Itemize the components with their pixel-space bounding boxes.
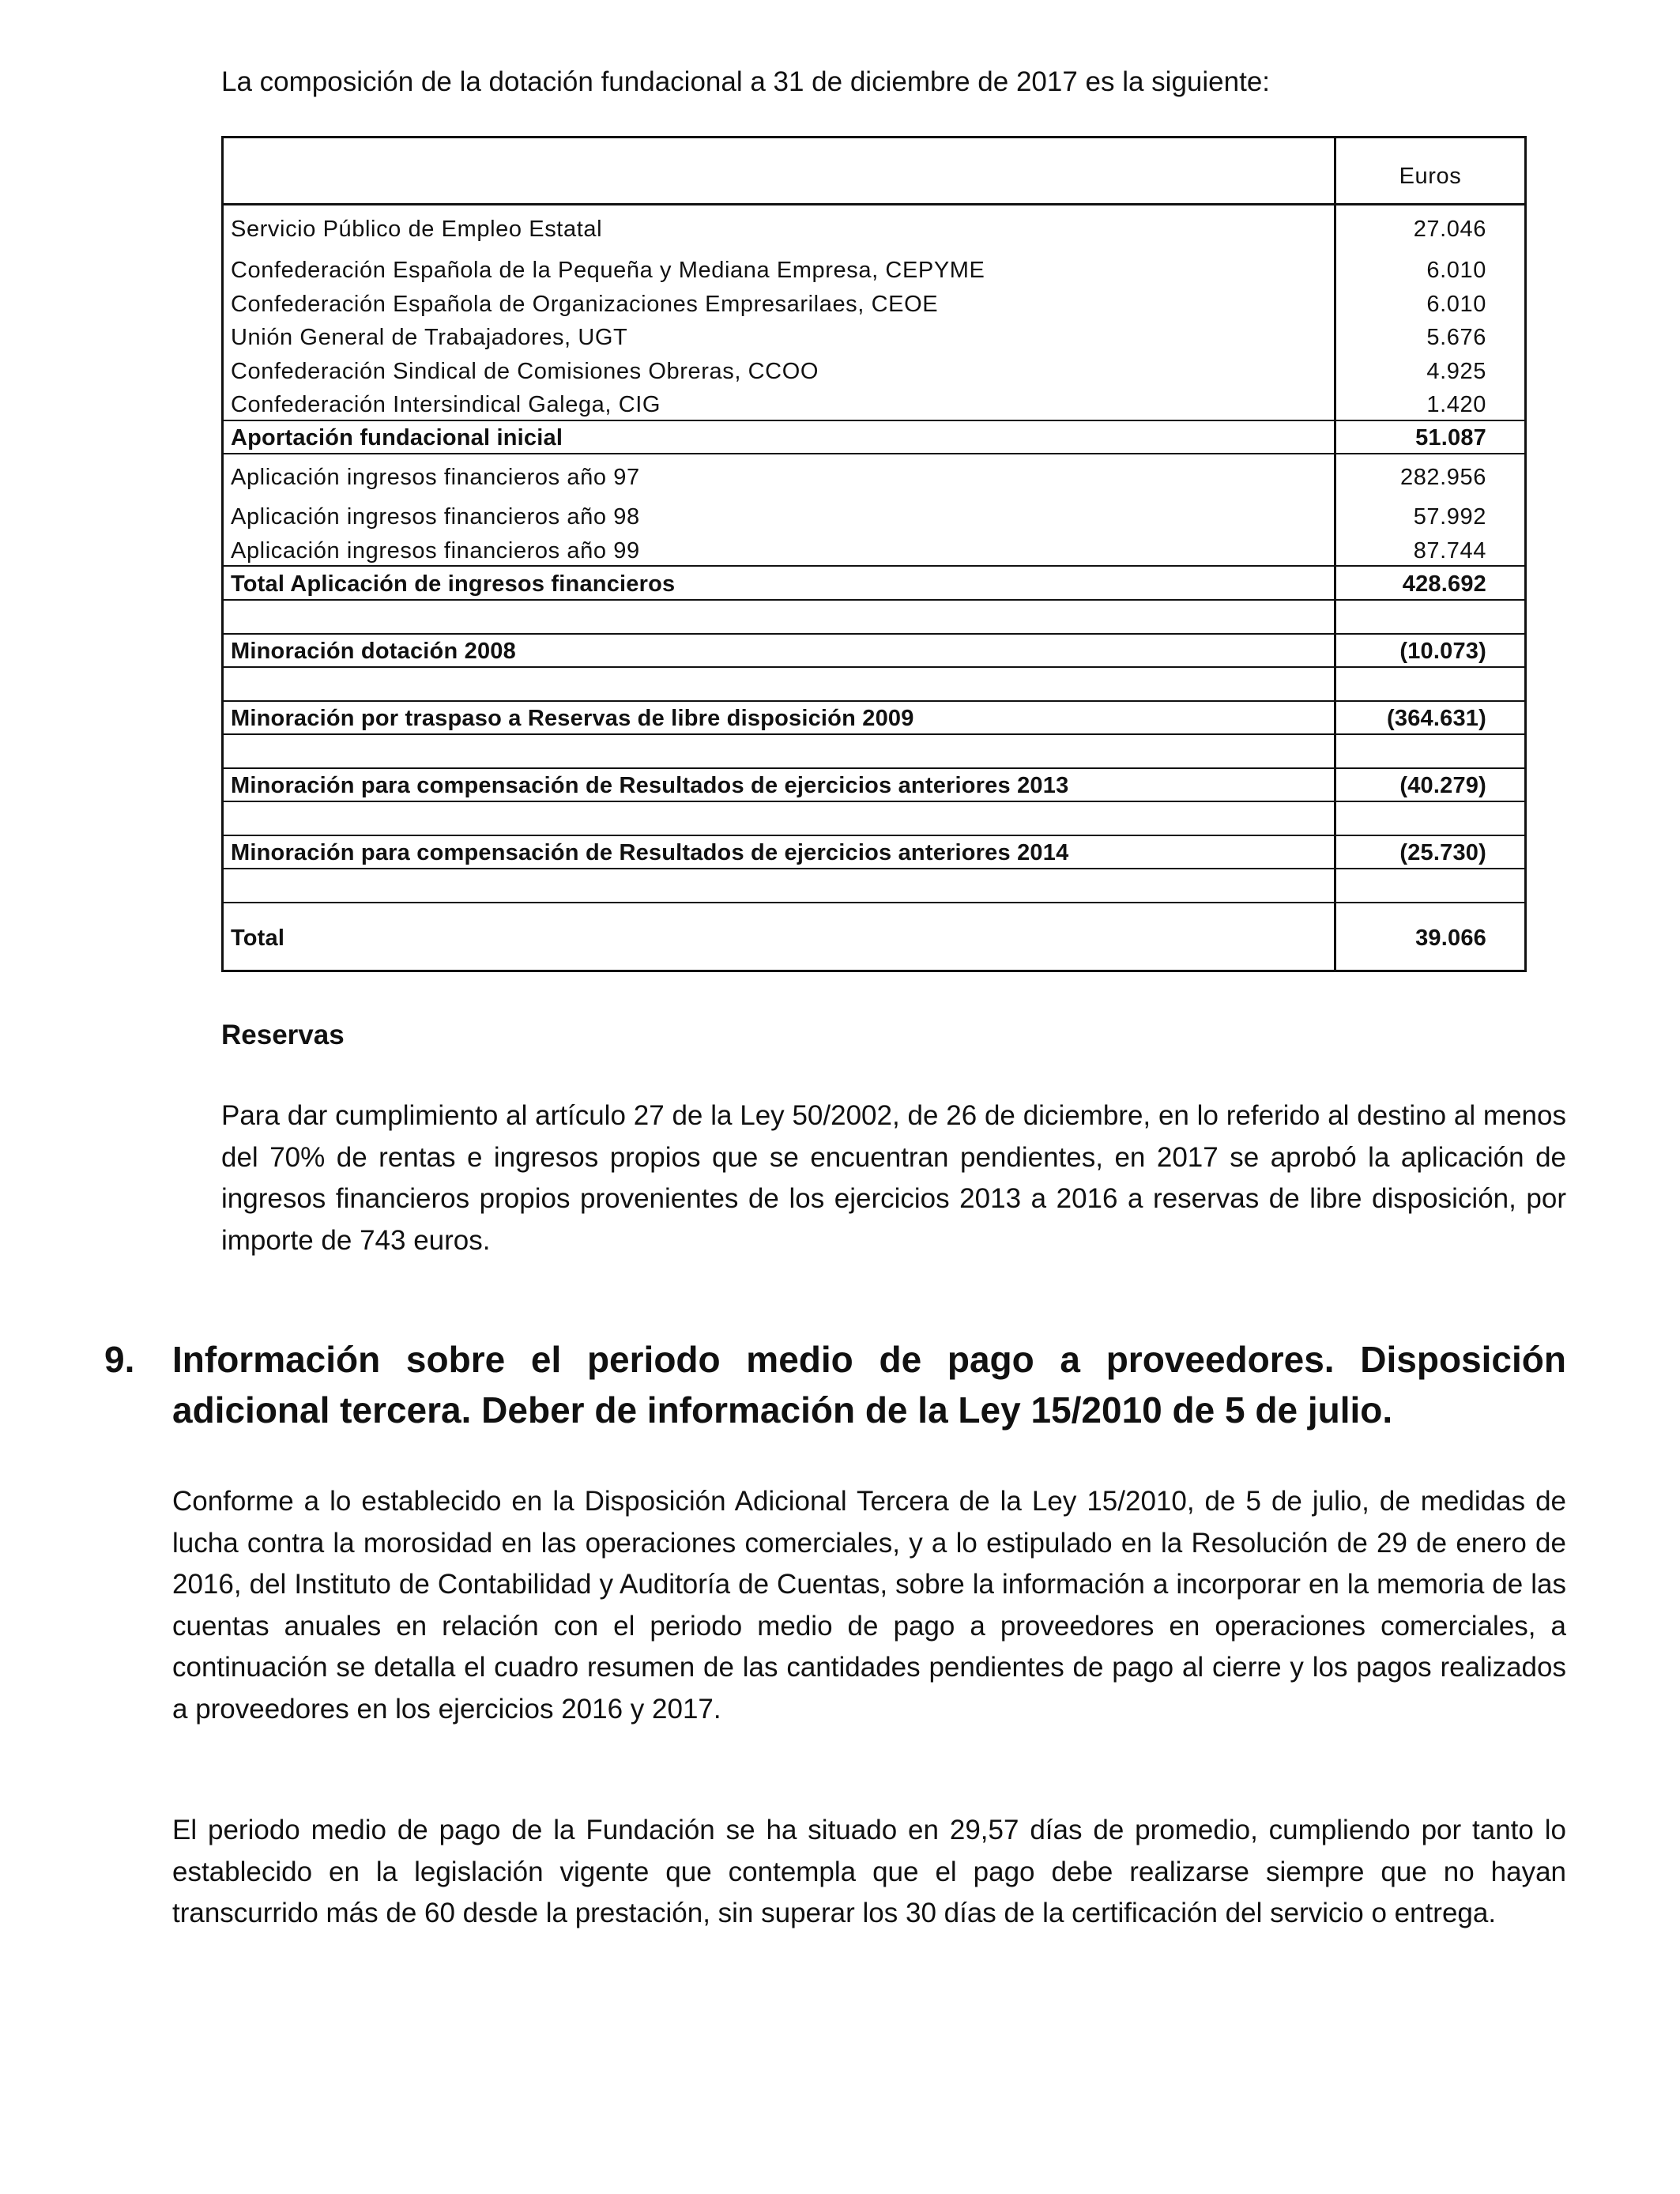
intro-text: La composición de la dotación fundacional a 31 de diciembre de 2017 es la siguiente: (221, 66, 1271, 97)
row-label: Aplicación ingresos financieros año 97 (231, 465, 640, 490)
row-value: 4.925 (1426, 359, 1486, 384)
row-value: 5.676 (1426, 325, 1486, 350)
row-divider (224, 733, 1524, 735)
row-value: (25.730) (1399, 840, 1486, 865)
row-label: Unión General de Trabajadores, UGT (231, 325, 628, 350)
row-label: Confederación Sindical de Comisiones Obreras, CCOO (231, 359, 819, 384)
column-divider (1334, 138, 1336, 970)
dotacion-table (221, 136, 1527, 972)
row-divider (224, 565, 1524, 567)
section-title: Información sobre el periodo medio de pago a proveedores. Disposición adicional tercera. Deber de información de la Ley 15/2010 de 5 de julio. (172, 1339, 1566, 1431)
row-value: (40.279) (1399, 773, 1486, 798)
row-value: 6.010 (1426, 258, 1486, 283)
row-label: Minoración por traspaso a Reservas de libre disposición 2009 (231, 706, 914, 731)
row-divider (224, 453, 1524, 454)
row-value: 282.956 (1399, 465, 1486, 490)
row-divider (224, 801, 1524, 802)
row-label: Total Aplicación de ingresos financieros (231, 571, 676, 597)
section-9-paragraph-2: El periodo medio de pago de la Fundación se ha situado en 29,57 días de promedio, cumpliendo por tanto lo establecido en la legislación vigente que contempla que el pago debe realizarse siempre que no hayan transcurrido más de 60 desde la prestación, sin superar los 30 días de la certificación del servicio o entrega. (172, 1815, 1566, 1928)
row-divider (224, 633, 1524, 635)
row-value: 428.692 (1402, 571, 1486, 597)
row-label: Total (231, 925, 285, 951)
row-divider (224, 902, 1524, 903)
row-label: Confederación Española de Organizaciones Empresarilaes, CEOE (231, 292, 939, 317)
row-divider (224, 868, 1524, 869)
row-divider (224, 835, 1524, 836)
section-9-paragraph-1: Conforme a lo establecido en la Disposición Adicional Tercera de la Ley 15/2010, de 5 de julio, de medidas de lucha contra la morosidad en las operaciones comerciales, y a lo estipulado en la Resolución de 29 de enero de 2016, del Instituto de Contabilidad y Auditoría de Cuentas, sobre la información a incorporar en la memoria de las cuentas anuales en relación con el periodo medio de pago a proveedores en operaciones comerciales, a continuación se detalla el cuadro resumen de las cantidades pendientes de pago al cierre y los pagos realizados a proveedores en los ejercicios 2016 y 2017. (172, 1486, 1566, 1725)
row-divider (224, 767, 1524, 769)
row-label: Minoración para compensación de Resultados de ejercicios anteriores 2014 (231, 840, 1069, 865)
row-value: 39.066 (1415, 925, 1486, 951)
column-header-euros: Euros (1399, 164, 1462, 189)
row-value: (10.073) (1399, 639, 1486, 664)
row-divider (224, 599, 1524, 601)
row-label: Confederación Española de la Pequeña y Mediana Empresa, CEPYME (231, 258, 985, 283)
row-label: Confederación Intersindical Galega, CIG (231, 392, 661, 417)
row-divider (224, 420, 1524, 421)
section-number: 9. (104, 1339, 135, 1380)
reservas-paragraph: Para dar cumplimiento al artículo 27 de la Ley 50/2002, de 26 de diciembre, en lo referido al destino al menos del 70% de rentas e ingresos propios que se encuentran pendientes, en 2017 se aprobó la aplicación de ingresos financieros propios provenientes de los ejercicios 2013 a 2016 a reservas de libre disposición, por importe de 743 euros. (221, 1100, 1566, 1256)
row-label: Aplicación ingresos financieros año 98 (231, 504, 640, 530)
row-value: 87.744 (1413, 538, 1486, 564)
row-divider (224, 666, 1524, 668)
row-label: Servicio Público de Empleo Estatal (231, 217, 603, 242)
row-label: Aplicación ingresos financieros año 99 (231, 538, 640, 564)
row-value: 57.992 (1413, 504, 1486, 530)
row-value: 51.087 (1415, 425, 1486, 450)
row-divider (224, 700, 1524, 702)
row-label: Minoración para compensación de Resultados de ejercicios anteriores 2013 (231, 773, 1069, 798)
row-value: 27.046 (1413, 217, 1486, 242)
row-value: (364.631) (1387, 706, 1486, 731)
header-divider (224, 203, 1524, 205)
row-value: 6.010 (1426, 292, 1486, 317)
reservas-heading: Reservas (221, 1020, 345, 1050)
row-value: 1.420 (1426, 392, 1486, 417)
row-label: Aportación fundacional inicial (231, 425, 563, 450)
row-label: Minoración dotación 2008 (231, 639, 516, 664)
section-9-heading (104, 1334, 1566, 1435)
